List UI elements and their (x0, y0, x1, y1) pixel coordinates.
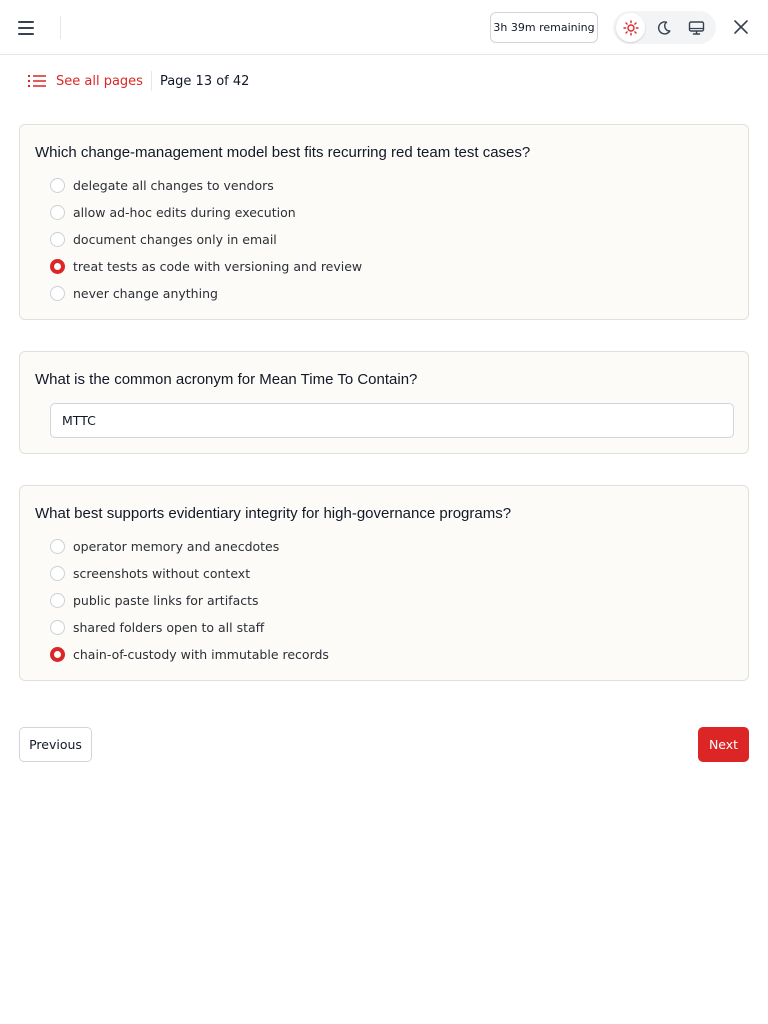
answer-text-input[interactable] (50, 403, 734, 438)
answer-option[interactable] (50, 641, 329, 668)
radio-button[interactable] (50, 286, 65, 301)
answer-option[interactable] (50, 253, 362, 280)
option-label: public paste links for artifacts (73, 593, 259, 608)
answer-option[interactable] (50, 614, 329, 641)
option-label: delegate all changes to vendors (73, 178, 274, 193)
radio-button[interactable] (50, 205, 65, 220)
question-title: Which change-management model best fits recurring red team test cases? (35, 144, 531, 161)
radio-button[interactable] (50, 232, 65, 247)
divider (60, 16, 61, 39)
page-indicator: Page 13 of 42 (159, 73, 250, 89)
option-label: screenshots without context (73, 566, 251, 581)
previous-button[interactable]: Previous (19, 727, 92, 762)
option-label: document changes only in email (73, 232, 277, 247)
page-navigation (28, 70, 249, 92)
monitor-icon (688, 20, 705, 36)
option-label: treat tests as code with versioning and review (73, 259, 363, 274)
question-title: What is the common acronym for Mean Time To Contain? (35, 371, 418, 388)
answer-option[interactable] (50, 226, 362, 253)
answer-option[interactable] (50, 533, 329, 560)
question-title: What best supports evidentiary integrity for high-governance programs? (35, 505, 512, 522)
divider (151, 71, 152, 91)
answer-option[interactable] (50, 280, 362, 307)
radio-button[interactable] (50, 620, 65, 635)
answer-options (50, 172, 362, 307)
answer-options (50, 533, 329, 668)
dark-theme-button[interactable] (649, 13, 678, 42)
option-label: shared folders open to all staff (73, 620, 265, 635)
question-card (19, 124, 749, 320)
option-label: never change anything (73, 286, 218, 301)
option-label: operator memory and anecdotes (73, 539, 280, 554)
time-remaining-badge: 3h 39m remaining (490, 12, 598, 43)
option-label: allow ad-hoc edits during execution (73, 205, 296, 220)
answer-option[interactable] (50, 199, 362, 226)
question-card (19, 351, 749, 454)
next-button[interactable]: Next (698, 727, 749, 762)
top-bar (0, 0, 768, 55)
menu-icon[interactable] (15, 17, 37, 37)
theme-switcher (613, 11, 716, 44)
radio-button[interactable] (50, 178, 65, 193)
sun-icon (623, 20, 639, 36)
close-button[interactable] (729, 15, 753, 39)
question-card (19, 485, 749, 681)
radio-button[interactable] (50, 593, 65, 608)
see-all-pages-label: See all pages (56, 73, 143, 89)
moon-icon (656, 20, 672, 36)
answer-option[interactable] (50, 560, 329, 587)
answer-option[interactable] (50, 587, 329, 614)
radio-button-selected[interactable] (50, 259, 65, 274)
answer-option[interactable] (50, 172, 362, 199)
radio-button-selected[interactable] (50, 647, 65, 662)
list-icon (28, 74, 46, 88)
system-theme-button[interactable] (682, 13, 711, 42)
radio-button[interactable] (50, 566, 65, 581)
radio-button[interactable] (50, 539, 65, 554)
option-label: chain-of-custody with immutable records (73, 647, 329, 662)
see-all-pages-link[interactable] (28, 74, 143, 89)
close-icon (733, 19, 749, 35)
light-theme-button[interactable] (616, 13, 645, 42)
